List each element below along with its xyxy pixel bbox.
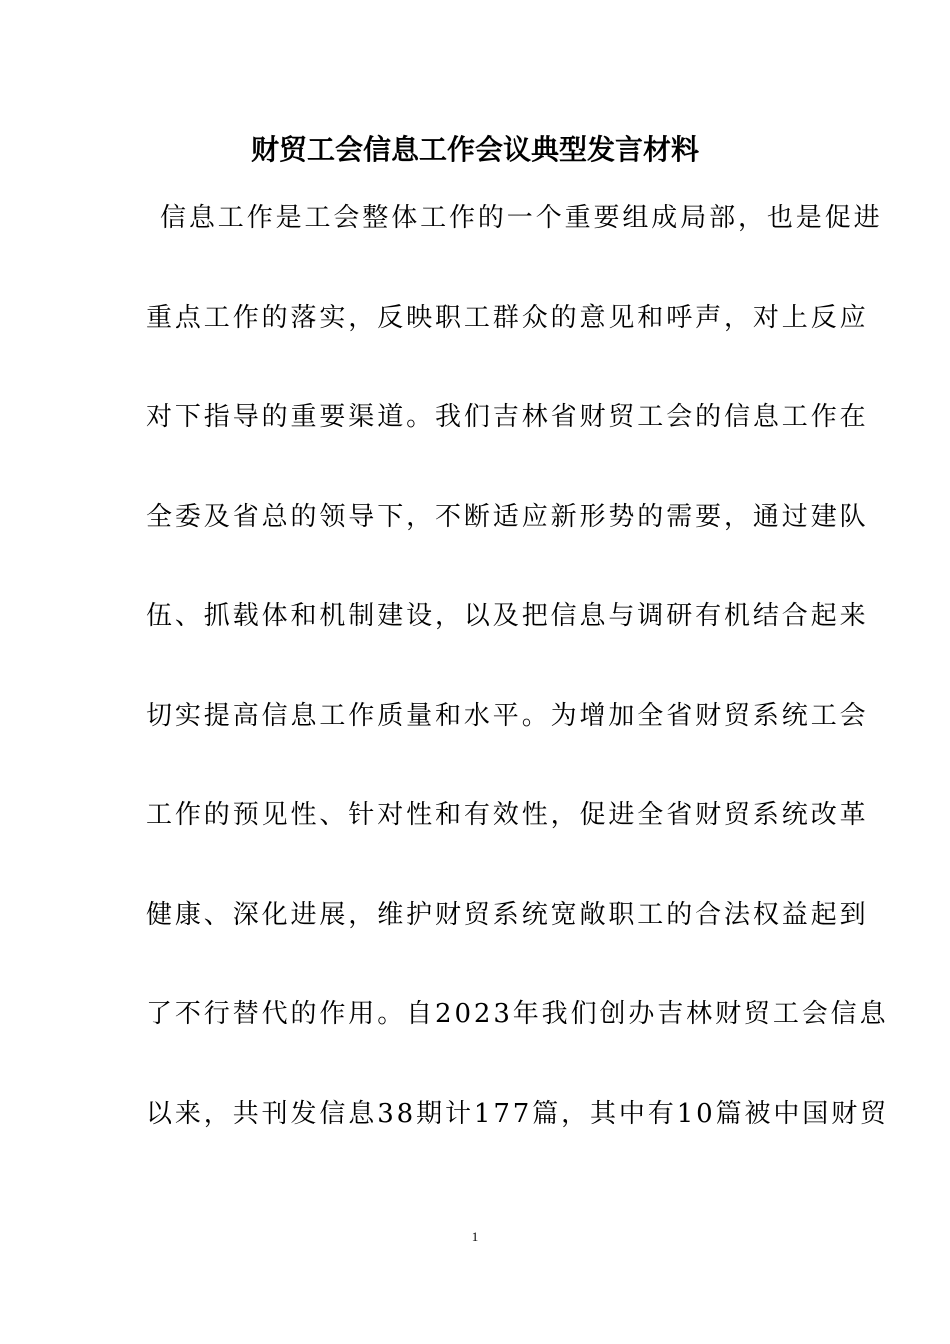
paragraph-line: 重点工作的落实，反映职工群众的意见和呼声，对上反应 bbox=[146, 303, 869, 333]
document-title: 财贸工会信息工作会议典型发言材料 bbox=[250, 133, 699, 166]
paragraph-line: 工作的预见性、针对性和有效性，促进全省财贸系统改革 bbox=[146, 800, 869, 830]
paragraph-line: 伍、抓载体和机制建设，以及把信息与调研有机结合起来 bbox=[146, 601, 869, 631]
paragraph-line: 全委及省总的领导下，不断适应新形势的需要，通过建队 bbox=[146, 502, 869, 532]
paragraph-line: 切实提高信息工作质量和水平。为增加全省财贸系统工会 bbox=[146, 701, 869, 731]
paragraph-line: 以来，共刊发信息38期计177篇，其中有10篇被中国财贸 bbox=[146, 1099, 889, 1129]
page-number: 1 bbox=[471, 1229, 479, 1244]
paragraph-line: 了不行替代的作用。自2023年我们创办吉林财贸工会信息 bbox=[146, 999, 889, 1029]
paragraph-line: 对下指导的重要渠道。我们吉林省财贸工会的信息工作在 bbox=[146, 402, 869, 432]
paragraph-line: 健康、深化进展，维护财贸系统宽敞职工的合法权益起到 bbox=[146, 900, 869, 930]
paragraph-line: 信息工作是工会整体工作的一个重要组成局部，也是促进 bbox=[160, 203, 883, 233]
